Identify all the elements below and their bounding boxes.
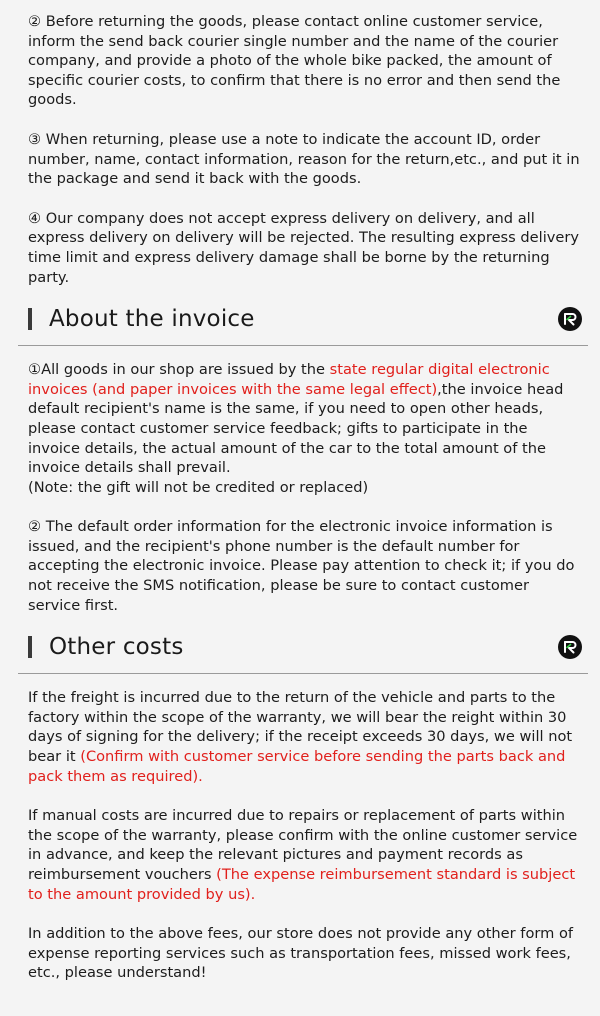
section-bar (28, 636, 32, 658)
invoice-paragraph-1 (28, 360, 584, 497)
invoice-section-header (28, 297, 584, 341)
costs-p2-text: If manual costs are incurred due to repairs or replacement of parts within the scope of the warranty, please confirm with the online customer service in advance, and keep the relevant pictures and payment records as reimbursement vouchers (28, 807, 578, 883)
section-bar (28, 308, 32, 330)
invoice-p1-prefix: ①All goods in our shop are issued by the (28, 361, 330, 379)
invoice-p1-suffix: ,the invoice head default recipient's name is the same, if you need to open other heads, please contact customer service feedback; gifts to participate in the invoice details, the actual amount of the car to the total amount of the invoice details shall prevail. (28, 380, 564, 477)
returns-paragraph-3: ③ When returning, please use a note to indicate the account ID, order number, name, contact information, reason for the return,etc., and put it in the package and send it back with the goods. (28, 130, 580, 188)
returns-paragraph-4: ④ Our company does not accept express delivery on delivery, and all express delivery on delivery will be rejected. The resulting express delivery time limit and express delivery damage shall be borne by the returning party. (28, 209, 580, 286)
costs-section-title: Other costs (49, 634, 184, 661)
section-divider (18, 345, 588, 346)
costs-p2-highlight: (The expense reimbursement standard is subject to the amount provided by us). (28, 866, 576, 903)
costs-p1-text: If the freight is incurred due to the return of the vehicle and parts to the factory within the scope of the warranty, we will bear the reight within 30 days of signing for the delivery; if the receipt exceeds 30 days, we will not bear it (28, 689, 573, 766)
invoice-paragraph-2: ② The default order information for the electronic invoice information is issued, and the recipient's phone number is the default number for accepting the electronic invoice. Please pay attention to check it; if you do not receive the SMS notification, please be sure to contact customer service first. (28, 518, 575, 614)
costs-p1-highlight: (Confirm with customer service before sending the parts back and pack them as required). (28, 748, 566, 785)
costs-paragraph-2 (28, 806, 584, 904)
invoice-p1-highlight: state regular digital electronic invoices (and paper invoices with the same legal effect) (28, 361, 550, 398)
returns-paragraph-2: ② Before returning the goods, please contact online customer service, inform the send back courier single number and the name of the courier company, and provide a photo of the whole bike packed, the amount of specific courier costs, to confirm that there is no error and then send the goods. (28, 13, 561, 109)
invoice-p1-note: (Note: the gift will not be credited or replaced) (28, 478, 369, 496)
costs-paragraph-3: In addition to the above fees, our store does not provide any other form of expense reporting services such as transportation fees, missed work fees, etc., please understand! (28, 925, 574, 982)
costs-paragraph-1 (28, 688, 584, 786)
section-divider (18, 673, 588, 674)
brand-logo-icon (558, 635, 582, 659)
invoice-section-title: About the invoice (49, 306, 255, 333)
brand-logo-icon (558, 307, 582, 331)
costs-section-header (28, 625, 584, 669)
